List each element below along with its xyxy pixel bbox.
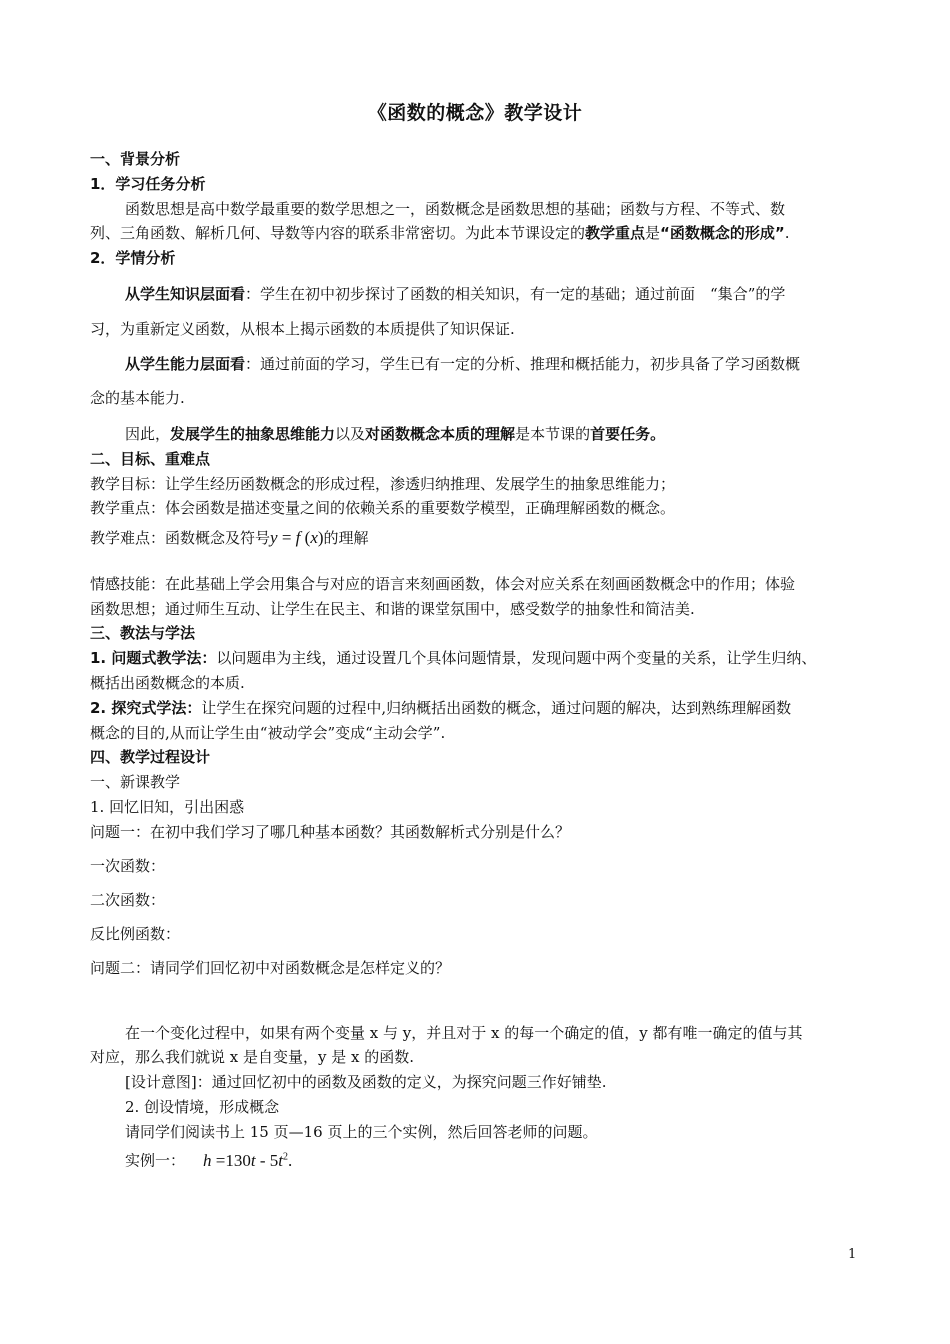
text: 实例一： <box>125 1151 186 1170</box>
paragraph-line: 二次函数： <box>90 891 166 909</box>
page-number: 1 <box>848 1247 857 1262</box>
math-formula <box>270 528 324 547</box>
paragraph-line: 情感技能：在此基础上学会用集合与对应的语言来刻画函数，体会对应关系在刻画函数概念中的作用；体验 <box>90 575 796 593</box>
text: 因此， <box>125 425 171 443</box>
paragraph-line: 对应，那么我们就说 x 是自变量，y 是 x 的函数. <box>90 1048 415 1066</box>
math-var: t <box>278 1150 283 1170</box>
text: 列、三角函数、解析几何、导数等内容的联系非常密切。为此本节课设定的 <box>90 224 586 242</box>
math-op: ) <box>317 528 324 547</box>
math-op: = <box>277 528 296 547</box>
math-op: =130 <box>211 1150 251 1170</box>
subheading-task-analysis: 1．学习任务分析 <box>90 175 206 193</box>
paragraph-line: 请同学们阅读书上 15 页—16 页上的三个实例，然后回答老师的问题。 <box>125 1123 598 1141</box>
text: ：学生在初中初步探讨了函数的相关知识，有一定的基础；通过前面 “集合”的学 <box>245 285 786 303</box>
math-var: h <box>203 1150 212 1170</box>
paragraph-line <box>90 697 870 719</box>
math-op: - 5 <box>255 1150 279 1170</box>
math-op: ( <box>300 528 311 547</box>
paragraph-line: [设计意图]：通过回忆初中的函数及函数的定义，为探究问题三作好铺垫. <box>125 1073 607 1091</box>
bold-text: 从学生知识层面看 <box>125 285 246 303</box>
paragraph-line <box>90 222 870 244</box>
math-var: y <box>270 528 278 547</box>
section-heading-process: 四、教学过程设计 <box>90 748 211 766</box>
paragraph-line <box>125 423 870 445</box>
math-op: . <box>288 1150 293 1170</box>
paragraph-line: 习，为重新定义函数，从根本上揭示函数的本质提供了知识保证. <box>90 320 515 338</box>
paragraph-line: 在一个变化过程中，如果有两个变量 x 与 y，并且对于 x 的每一个确定的值，y 都有唯一确定的值与其 <box>125 1024 803 1042</box>
text: ：通过前面的学习，学生已有一定的分析、推理和概括能力，初步具备了学习函数概 <box>245 355 801 373</box>
paragraph-line <box>125 283 870 305</box>
paragraph-line <box>125 1146 870 1172</box>
paragraph-line: 概括出函数概念的本质. <box>90 674 245 692</box>
subheading-learner-analysis: 2．学情分析 <box>90 249 176 267</box>
text: 以问题串为主线，通过设置几个具体问题情景，发现问题中两个变量的关系，让学生归纳、 <box>216 649 817 667</box>
math-var: x <box>310 528 318 547</box>
section-heading-methods: 三、教法与学法 <box>90 624 196 642</box>
math-var: f <box>295 528 301 547</box>
paragraph-line: 反比例函数： <box>90 925 181 943</box>
paragraph-line: 一次函数： <box>90 857 166 875</box>
bold-text: 教学重点 <box>585 224 646 242</box>
paragraph-line: 教学重点：体会函数是描述变量之间的依赖关系的重要数学模型，正确理解函数的概念。 <box>90 499 676 517</box>
text: 是 <box>645 224 661 242</box>
math-formula <box>203 1151 292 1170</box>
section-heading-goals: 二、目标、重难点 <box>90 450 211 468</box>
paragraph-line: 念的基本能力. <box>90 389 185 407</box>
paragraph-line: 一、新课教学 <box>90 773 181 791</box>
text: 以及 <box>335 425 366 443</box>
paragraph-line: 1. 回忆旧知，引出困惑 <box>90 798 245 816</box>
paragraph-line: 2. 创设情境，形成概念 <box>125 1098 280 1116</box>
paragraph-line <box>90 527 870 549</box>
bold-text: “函数概念的形成” <box>660 224 785 242</box>
paragraph-line: 函数思想；通过师生互动、让学生在民主、和谐的课堂氛围中，感受数学的抽象性和简洁美. <box>90 600 695 618</box>
text: . <box>784 224 790 242</box>
bold-text: 发展学生的抽象思维能力 <box>170 425 336 443</box>
text: 教学难点：函数概念及符号 <box>90 529 271 547</box>
math-exponent: 2 <box>283 1151 288 1162</box>
math-var: t <box>250 1150 256 1170</box>
bold-text: 1. 问题式教学法： <box>90 649 217 667</box>
document-title: 《函数的概念》教学设计 <box>367 102 583 124</box>
text: 的理解 <box>323 529 369 547</box>
bold-text: 对函数概念本质的理解 <box>365 425 516 443</box>
text: 让学生在探究问题的过程中,归纳概括出函数的概念，通过问题的解决，达到熟练理解函数 <box>201 699 792 717</box>
bold-text: 2. 探究式学法： <box>90 699 202 717</box>
paragraph-line: 问题一：在初中我们学习了哪几种基本函数？其函数解析式分别是什么？ <box>90 823 571 841</box>
bold-text: 从学生能力层面看 <box>125 355 246 373</box>
paragraph-line: 函数思想是高中数学最重要的数学思想之一，函数概念是函数思想的基础；函数与方程、不等式、数 <box>125 200 786 218</box>
bold-text: 首要任务。 <box>590 425 666 443</box>
paragraph-line: 教学目标：让学生经历函数概念的形成过程，渗透归纳推理、发展学生的抽象思维能力； <box>90 475 676 493</box>
text: 是本节课的 <box>515 425 591 443</box>
paragraph-line <box>90 647 870 669</box>
paragraph-line <box>125 353 870 375</box>
paragraph-line: 问题二：请同学们回忆初中对函数概念是怎样定义的？ <box>90 959 451 977</box>
section-heading-background: 一、背景分析 <box>90 150 181 168</box>
paragraph-line: 概念的目的,从而让学生由“被动学会”变成“主动会学”. <box>90 724 446 742</box>
